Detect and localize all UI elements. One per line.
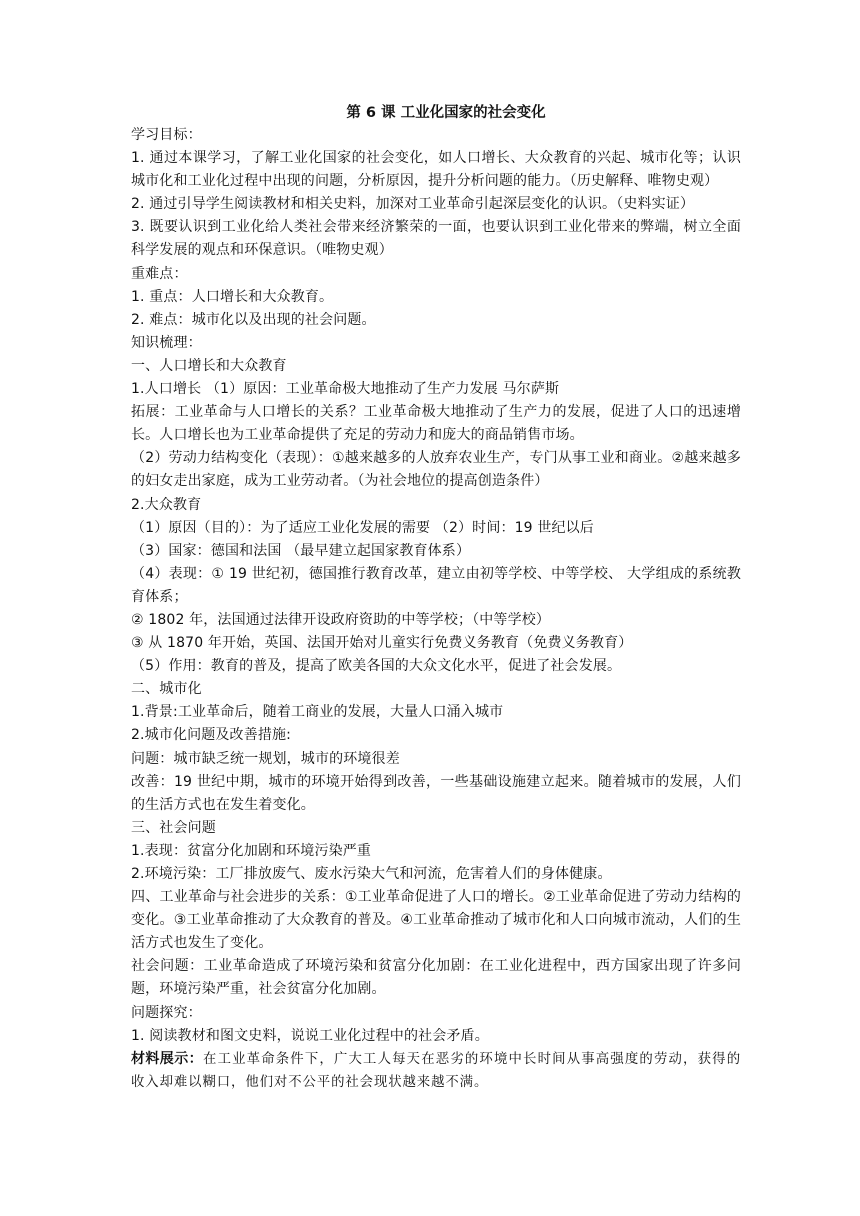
material-label: 材料展示： bbox=[131, 1050, 204, 1067]
document-line: 1.人口增长 （1）原因：工业革命极大地推动了生产力发展 马尔萨斯 bbox=[131, 381, 560, 398]
document-line: （3）国家：德国和法国 （最早建立起国家教育体系） bbox=[131, 542, 471, 559]
document-line: （1）原因（目的）：为了适应工业化发展的需要 （2）时间：19 世纪以后 bbox=[131, 519, 594, 536]
document-line: 2. 通过引导学生阅读教材和相关史料，加深对工业革命引起深层变化的认识。（史料实证） bbox=[131, 196, 695, 213]
document-line: （5）作用：教育的普及，提高了欧美各国的大众文化水平，促进了社会发展。 bbox=[131, 658, 622, 675]
document-line: 拓展：工业革命与人口增长的关系？工业革命极大地推动了生产力的发展，促进了人口的迅速增长。人口增长也为工业革命提供了充足的劳动力和庞大的商品销售市场。 bbox=[131, 404, 741, 444]
document-line: 1. 阅读教材和图文史料，说说工业化过程中的社会矛盾。 bbox=[131, 1027, 489, 1044]
material-text: 在工业革命条件下，广大工人每天在恶劣的环境中长时间从事高强度的劳动，获得的收入却难以糊口，他们对不公平的社会现状越来越不满。 bbox=[131, 1051, 741, 1090]
document-line: 学习目标： bbox=[131, 127, 202, 143]
document-line: 知识梳理： bbox=[131, 334, 202, 351]
document-line: 2. 难点：城市化以及出现的社会问题。 bbox=[131, 311, 376, 328]
document-line: 重难点： bbox=[131, 265, 188, 282]
document-line: 1. 通过本课学习，了解工业化国家的社会变化，如人口增长、大众教育的兴起、城市化等；认识城市化和工业化过程中出现的问题，分析原因，提升分析问题的能力。（历史解释、唯物史观） bbox=[131, 150, 741, 190]
document-line: 2.城市化问题及改善措施: bbox=[131, 727, 292, 744]
document-line: 社会问题：工业革命造成了环境污染和贫富分化加剧：在工业化进程中，西方国家出现了许多问题，环境污染严重，社会贫富分化加剧。 bbox=[131, 958, 741, 998]
document-line: （2）劳动力结构变化（表现）：①越来越多的人放弃农业生产，专门从事工业和商业。②越来越多的妇女走出家庭，成为工业劳动者。（为社会地位的提高创造条件） bbox=[131, 450, 741, 490]
document-line: 1.背景:工业革命后，随着工商业的发展，大量人口涌入城市 bbox=[131, 704, 504, 721]
document-line: 一、人口增长和大众教育 bbox=[131, 357, 287, 374]
material-paragraph bbox=[131, 1048, 741, 1094]
document-body bbox=[131, 124, 741, 1048]
document-line: 三、社会问题 bbox=[131, 819, 216, 836]
document-line: 1.表现：贫富分化加剧和环境污染严重 bbox=[131, 842, 372, 859]
document-line: 2.大众教育 bbox=[131, 496, 202, 513]
document-line: 1. 重点：人口增长和大众教育。 bbox=[131, 288, 334, 305]
document-line: 问题探究： bbox=[131, 1004, 202, 1021]
document-line: （4）表现：① 19 世纪初，德国推行教育改革，建立由初等学校、中等学校、 大学组成的系统教育体系； bbox=[131, 565, 741, 605]
document-line: 四、工业革命与社会进步的关系：①工业革命促进了人口的增长。②工业革命促进了劳动力结构的变化。③工业革命推动了大众教育的普及。④工业革命推动了城市化和人口向城市流动，人们的生活方式也发生了变化。 bbox=[131, 889, 741, 952]
document-line: 3. 既要认识到工业化给人类社会带来经济繁荣的一面，也要认识到工业化带来的弊端，树立全面科学发展的观点和环保意识。（唯物史观） bbox=[131, 219, 741, 259]
document-line: ② 1802 年，法国通过法律开设政府资助的中等学校；（中等学校） bbox=[131, 611, 551, 628]
document-line: ③ 从 1870 年开始，英国、法国开始对儿童实行免费义务教育（免费义务教育） bbox=[131, 635, 633, 652]
document-page bbox=[131, 102, 741, 1094]
document-line: 问题：城市缺乏统一规划，城市的环境很差 bbox=[131, 750, 400, 767]
lesson-title: 第 6 课 工业化国家的社会变化 bbox=[346, 105, 546, 121]
document-line: 2.环境污染：工厂排放废气、废水污染大气和河流，危害着人们的身体健康。 bbox=[131, 866, 612, 882]
document-line: 二、城市化 bbox=[131, 681, 202, 698]
document-line: 改善：19 世纪中期，城市的环境开始得到改善，一些基础设施建立起来。随着城市的发展，人们的生活方式也在发生着变化。 bbox=[131, 773, 741, 813]
